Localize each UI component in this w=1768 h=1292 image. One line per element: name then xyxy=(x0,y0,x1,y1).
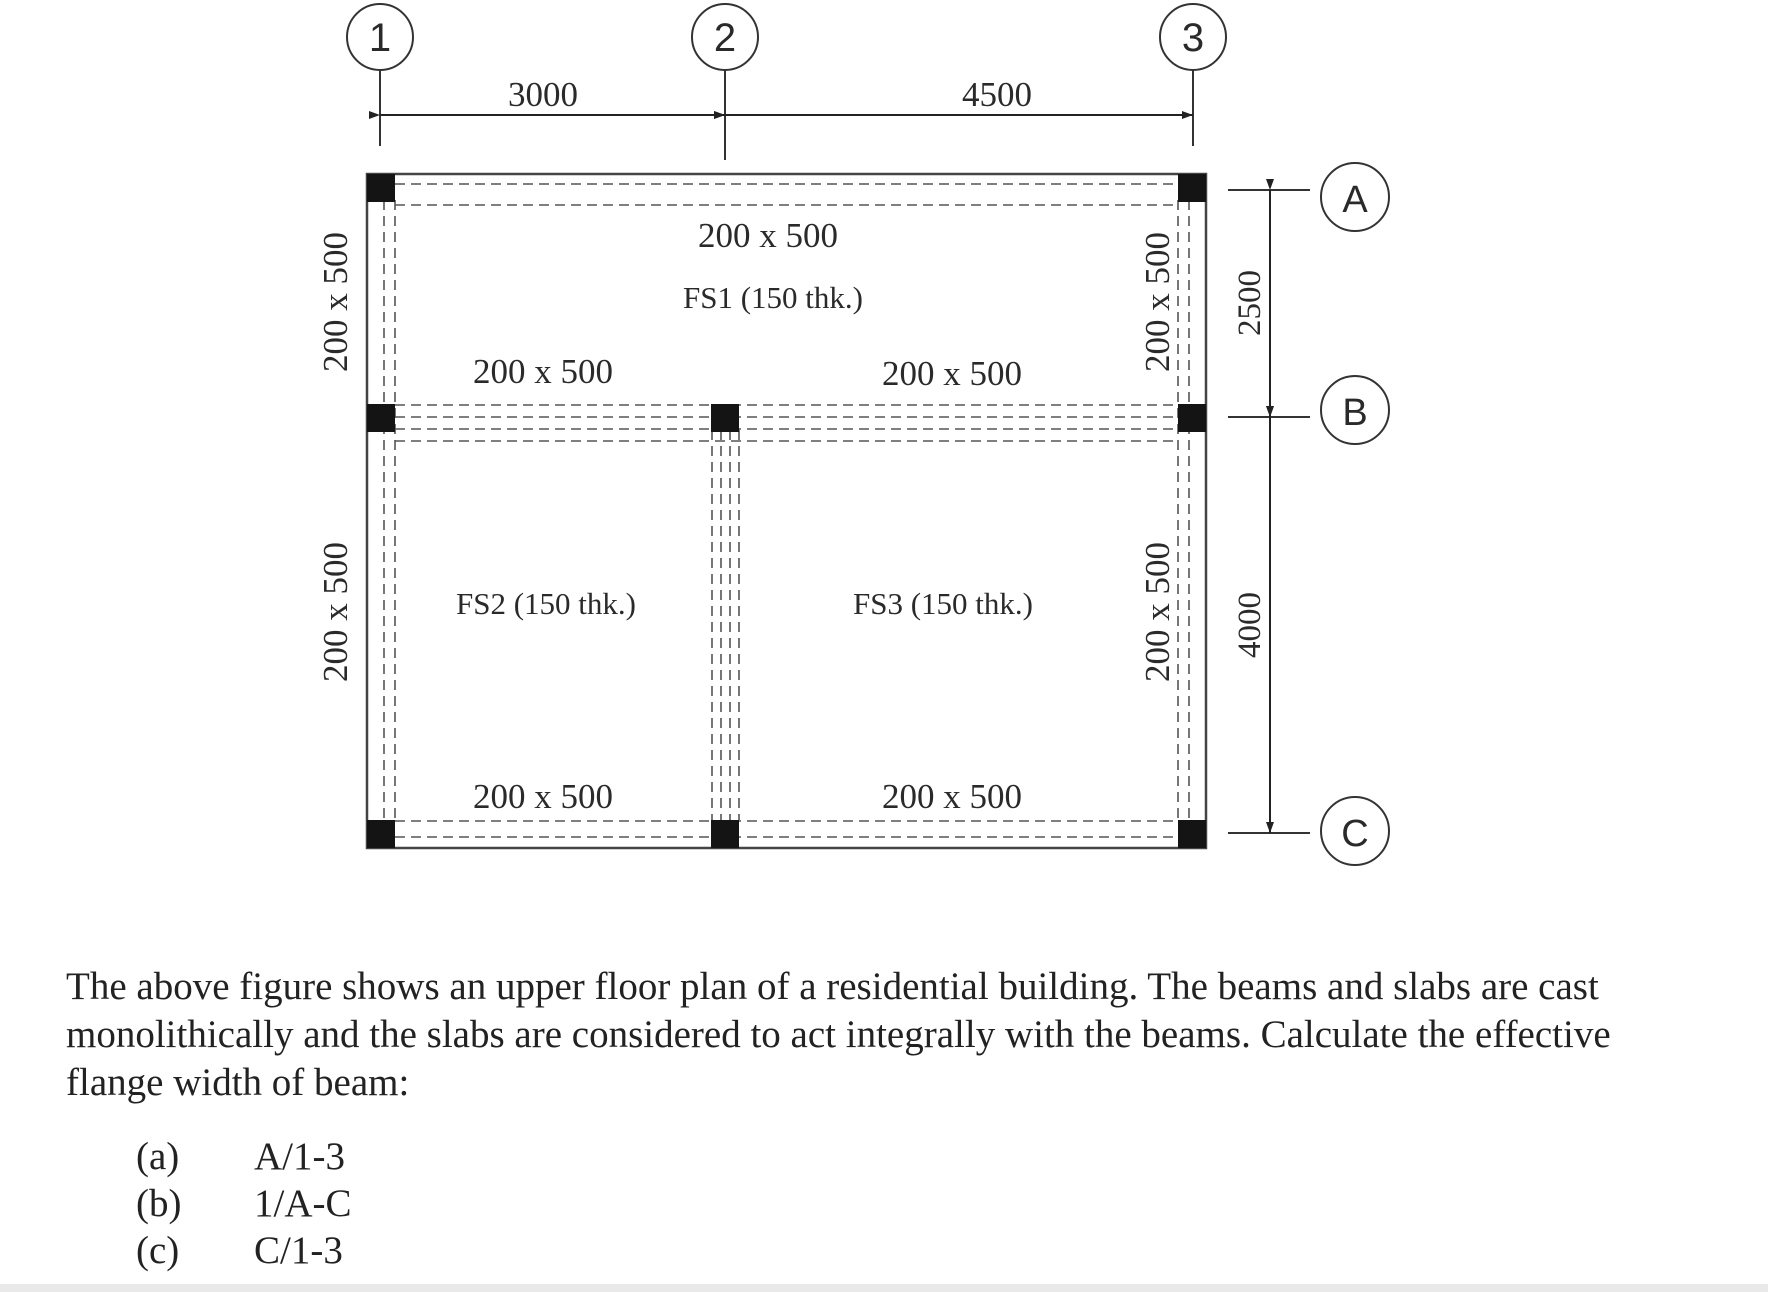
svg-text:1: 1 xyxy=(368,16,392,60)
column-B1 xyxy=(367,404,395,432)
svg-text:3: 3 xyxy=(1181,16,1205,60)
column-B3 xyxy=(1178,404,1206,432)
svg-text:B: B xyxy=(1342,392,1368,434)
option-value: C/1-3 xyxy=(254,1229,343,1272)
beam-label-C-left: 200 x 500 xyxy=(473,777,613,816)
beam-label-col1-lower: 200 x 500 xyxy=(316,542,355,682)
slab-label-fs1: FS1 (150 thk.) xyxy=(683,280,863,315)
grid-bubble-3 xyxy=(1160,4,1226,70)
dim-2500: 2500 xyxy=(1232,270,1268,336)
column-A3 xyxy=(1178,174,1206,202)
svg-text:2: 2 xyxy=(713,16,737,60)
option-c xyxy=(136,1227,352,1274)
svg-text:A: A xyxy=(1342,179,1368,221)
slab-outline xyxy=(367,174,1206,848)
beam-label-B-right: 200 x 500 xyxy=(882,354,1022,393)
grid-bubble-C xyxy=(1321,797,1389,865)
grid-bubble-1 xyxy=(347,4,413,70)
structural-columns xyxy=(367,174,1206,848)
dim-4000: 4000 xyxy=(1232,592,1268,658)
grid-bubble-A xyxy=(1321,163,1389,231)
column-B2 xyxy=(711,404,739,432)
beam-label-C-right: 200 x 500 xyxy=(882,777,1022,816)
column-C2 xyxy=(711,820,739,848)
slab-label-fs2: FS2 (150 thk.) xyxy=(456,586,636,621)
svg-text:C: C xyxy=(1341,813,1369,855)
option-value: 1/A-C xyxy=(254,1182,352,1225)
question-text: The above figure shows an upper floor plan of a residential building. The beams and slabs are cast monolithically and the slabs are considered to act integrally with the beams. Calculate the effective flange width of beam: xyxy=(66,965,1611,1104)
dim-4500: 4500 xyxy=(962,75,1032,114)
option-a xyxy=(136,1133,352,1180)
beam-label-B-left: 200 x 500 xyxy=(473,352,613,391)
column-A1 xyxy=(367,174,395,202)
option-label: (c) xyxy=(136,1229,180,1272)
beam-label-col1-upper: 200 x 500 xyxy=(316,232,355,372)
beam-label-A: 200 x 500 xyxy=(698,216,838,255)
beam-label-col3-lower: 200 x 500 xyxy=(1138,542,1177,682)
option-value: A/1-3 xyxy=(254,1135,345,1178)
grid-bubble-2 xyxy=(692,4,758,70)
option-b xyxy=(136,1180,352,1227)
option-label: (b) xyxy=(136,1182,182,1225)
beam-label-col3-upper: 200 x 500 xyxy=(1138,232,1177,372)
bottom-band xyxy=(0,1284,1768,1292)
dim-3000: 3000 xyxy=(508,75,578,114)
column-C1 xyxy=(367,820,395,848)
column-C3 xyxy=(1178,820,1206,848)
option-label: (a) xyxy=(136,1135,180,1178)
grid-bubble-B xyxy=(1321,376,1389,444)
slab-label-fs3: FS3 (150 thk.) xyxy=(853,586,1033,621)
answer-options xyxy=(136,1133,352,1274)
